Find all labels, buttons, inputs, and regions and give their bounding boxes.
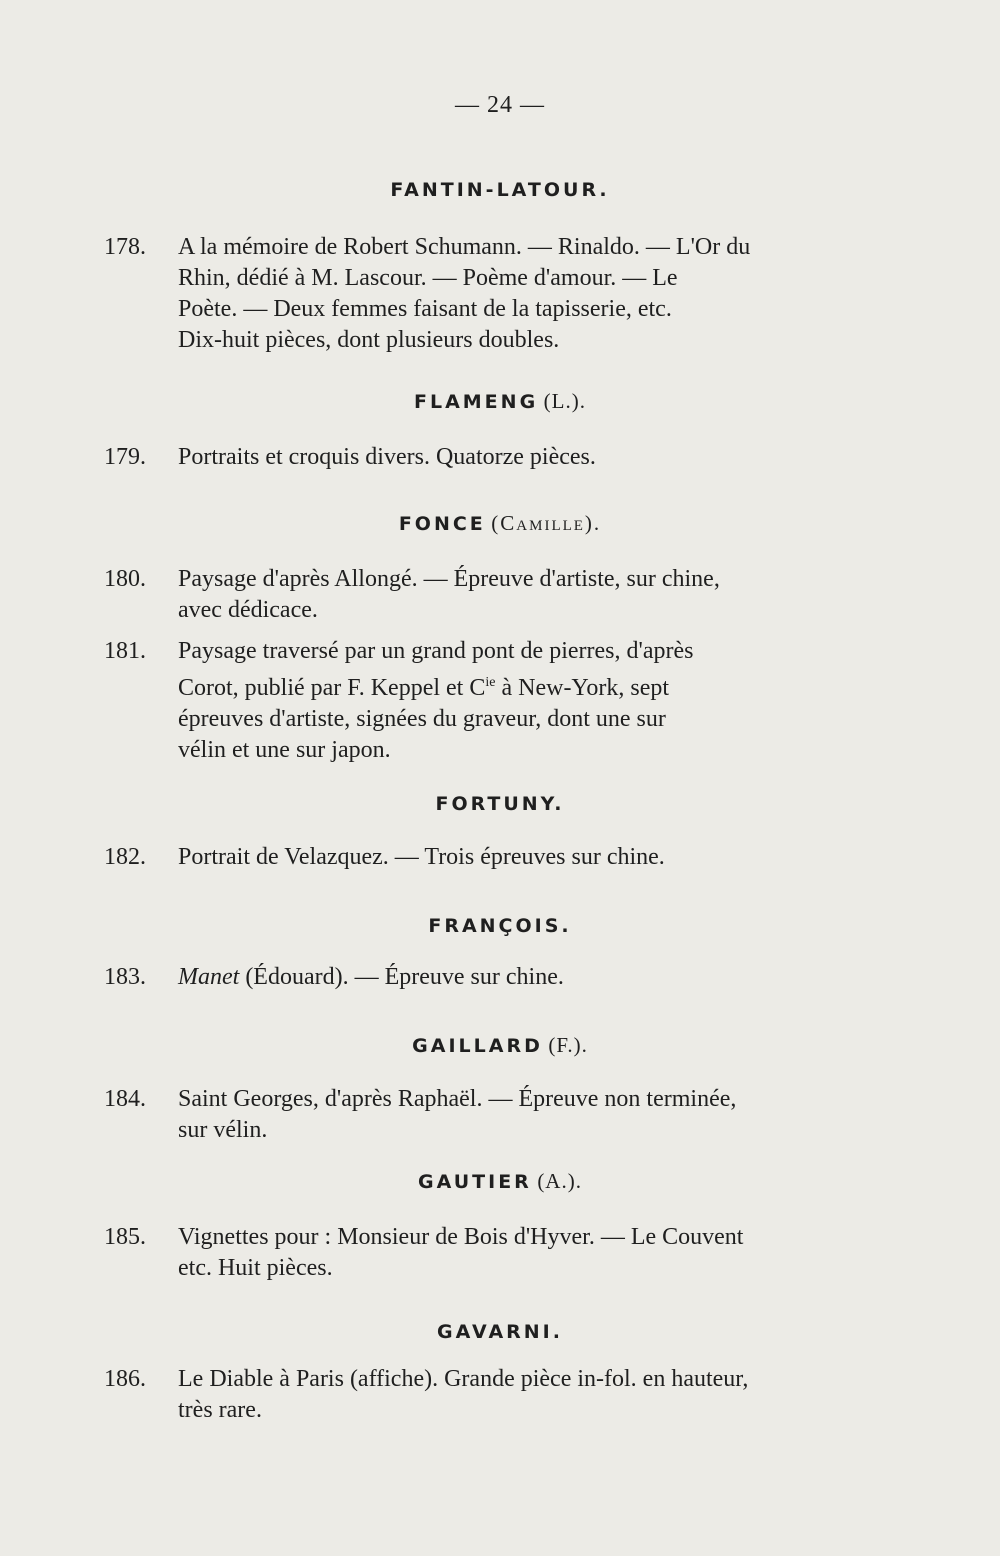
artist-name: GAILLARD: [412, 1035, 543, 1057]
artist-heading: [0, 912, 1000, 938]
entry-description: [178, 1084, 880, 1146]
entry-line: Paysage traversé par un grand pont de pierres, d'après: [178, 638, 694, 664]
catalogue-entry: [104, 636, 880, 766]
entry-line: sur vélin.: [178, 1117, 268, 1143]
entry-description: [178, 564, 880, 626]
page-number: — 24 —: [455, 92, 545, 118]
entry-number: 182.: [104, 844, 146, 870]
catalogue-entry: [104, 842, 880, 873]
entry-description: [178, 442, 880, 473]
artist-heading: [0, 176, 1000, 202]
entry-line: Poète. — Deux femmes faisant de la tapisserie, etc.: [178, 296, 672, 322]
entry-line: etc. Huit pièces.: [178, 1255, 333, 1281]
entry-description: [178, 636, 880, 766]
artist-name: FRANÇOIS.: [428, 915, 572, 937]
entry-line: Portraits et croquis divers. Quatorze pièces.: [178, 444, 596, 470]
entry-number: 184.: [104, 1086, 146, 1112]
artist-qualifier: (F.).: [548, 1033, 588, 1057]
catalogue-entry: [104, 1084, 880, 1146]
entry-number: 185.: [104, 1224, 146, 1250]
catalogue-entry: [104, 232, 880, 356]
entry-line: Portrait de Velazquez. — Trois épreuves sur chine.: [178, 844, 665, 870]
artist-heading: [0, 1168, 1000, 1194]
artist-heading: [0, 790, 1000, 816]
catalogue-entry: [104, 1222, 880, 1284]
entry-number: 186.: [104, 1366, 146, 1392]
entry-number: 178.: [104, 234, 146, 260]
entry-line: très rare.: [178, 1397, 262, 1423]
artist-heading: [0, 1318, 1000, 1344]
entry-line: Le Diable à Paris (affiche). Grande pièce in-fol. en hauteur,: [178, 1366, 749, 1392]
catalogue-entry: [104, 962, 880, 993]
entry-line: Corot, publié par F. Keppel et $C^{ie}$ à New-York, sept: [178, 675, 670, 701]
entry-line: avec dédicace.: [178, 597, 318, 623]
entry-number: 180.: [104, 566, 146, 592]
artist-name: FORTUNY.: [435, 793, 565, 815]
entry-line: Paysage d'après Allongé. — Épreuve d'artiste, sur chine,: [178, 566, 720, 592]
artist-name: GAVARNI.: [437, 1321, 563, 1343]
artist-heading: [0, 510, 1000, 536]
entry-line: A la mémoire de Robert Schumann. — Rinaldo. — L'Or du: [178, 234, 751, 260]
entry-line: Saint Georges, d'après Raphaël. — Épreuve non terminée,: [178, 1086, 737, 1112]
entry-line: épreuves d'artiste, signées du graveur, dont une sur: [178, 706, 666, 732]
catalogue-entry: [104, 442, 880, 473]
entry-description: [178, 1222, 880, 1284]
entry-description: [178, 232, 880, 356]
entry-line: Dix-huit pièces, dont plusieurs doubles.: [178, 327, 560, 353]
entry-description: [178, 1364, 880, 1426]
artist-heading: [0, 388, 1000, 414]
entry-line: [178, 962, 880, 993]
entry-line: Vignettes pour : Monsieur de Bois d'Hyver. — Le Couvent: [178, 1224, 744, 1250]
catalogue-entry: [104, 564, 880, 626]
entry-number: 179.: [104, 444, 146, 470]
artist-qualifier: (Camille).: [491, 511, 602, 535]
entry-description: [178, 962, 880, 993]
artist-name: FLAMENG: [413, 391, 539, 413]
entry-line: vélin et une sur japon.: [178, 737, 391, 763]
artist-heading: [0, 1032, 1000, 1058]
artist-name: FONCE: [398, 513, 486, 535]
artist-qualifier: (A.).: [537, 1169, 582, 1193]
entry-number: 181.: [104, 638, 146, 664]
entry-line: Rhin, dédié à M. Lascour. — Poème d'amour. — Le: [178, 265, 678, 291]
artist-name: FANTIN-LATOUR.: [390, 179, 610, 201]
artist-name: GAUTIER: [418, 1171, 532, 1193]
entry-italic-name: Manet: [178, 964, 240, 990]
artist-qualifier: (L.).: [543, 389, 586, 413]
catalogue-entry: [104, 1364, 880, 1426]
entry-description: [178, 842, 880, 873]
entry-line-rest: (Édouard). — Épreuve sur chine.: [239, 964, 564, 990]
entry-number: 183.: [104, 964, 146, 990]
